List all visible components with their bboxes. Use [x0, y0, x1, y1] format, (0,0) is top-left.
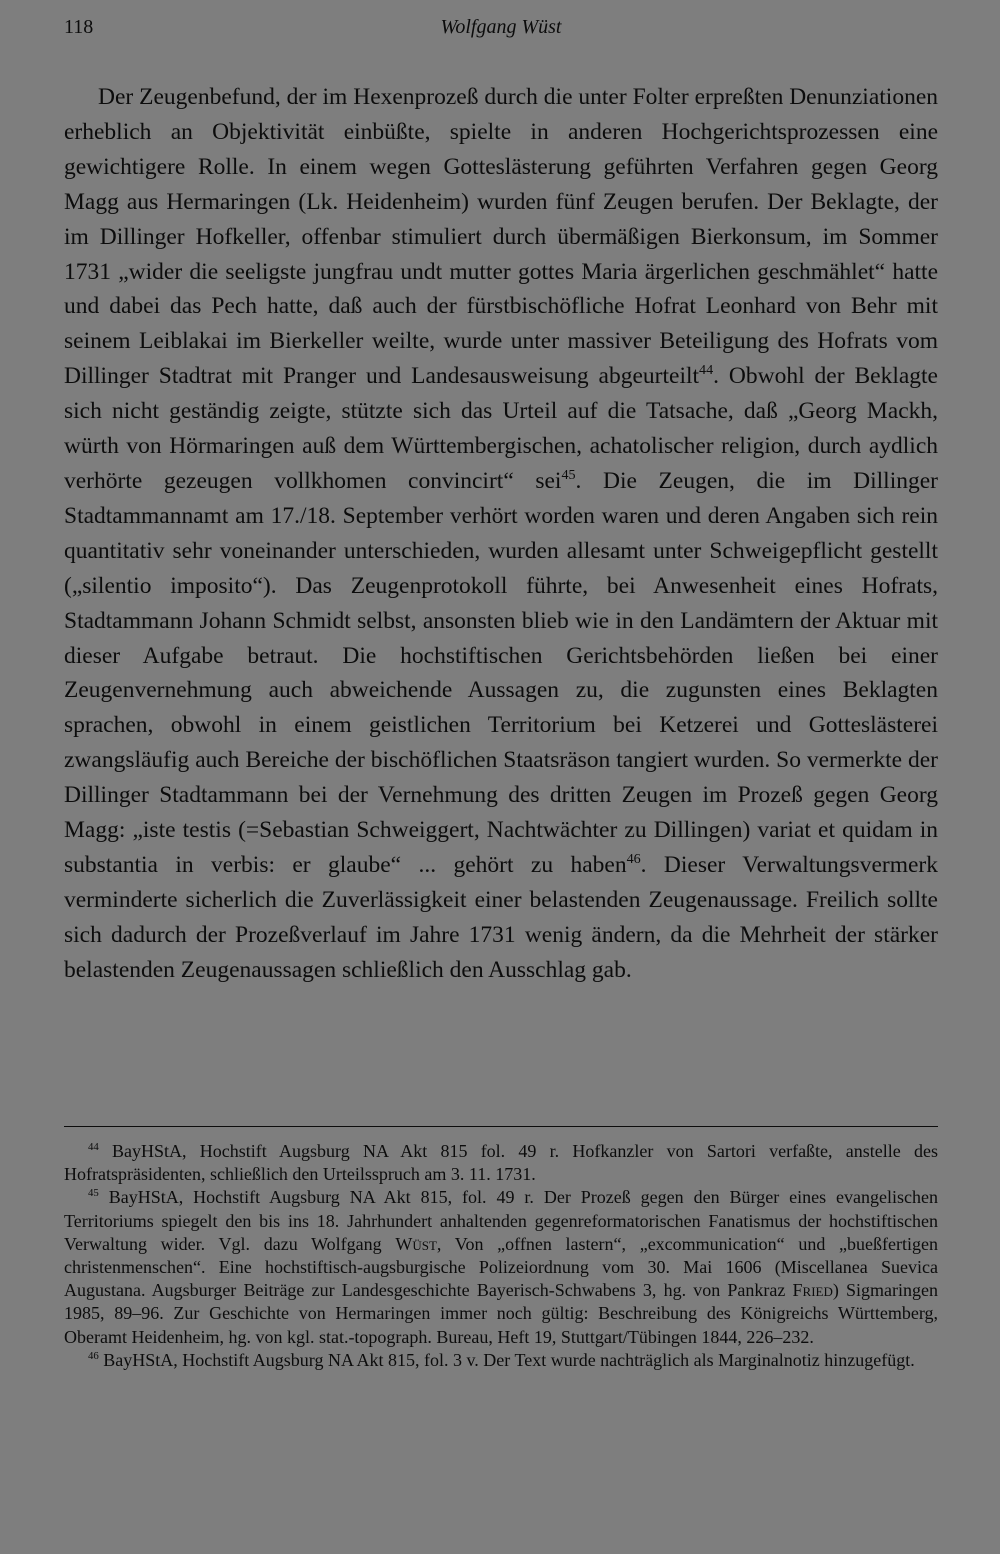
footnote-text: BayHStA, Hochstift Augsburg NA Akt 815, fol. 3 v. Der Text wurde nachträglich als Marginalnotiz hinzugefügt.: [103, 1349, 915, 1370]
page-header: [64, 16, 938, 46]
body-text-segment: Der Zeugenbefund, der im Hexenprozeß durch die unter Folter erpreßten Denunziationen erheblich an Objektivität einbüßte, spielte in anderen Hochgerichtsprozessen eine gewichtigere Rolle. In einem wegen Gotteslästerung geführten Verfahren gegen Georg Magg aus Hermaringen (Lk. Heidenheim) wurden fünf Zeugen berufen. Der Beklagte, der im Dillinger Hofkeller, offenbar stimuliert durch übermäßigen Bierkonsum, im Sommer 1731 „wider die seeligste jungfrau undt mutter gottes Maria ärgerlichen geschmählet“ hatte und dabei das Pech hatte, daß auch der fürstbischöfliche Hofrat Leonhard von Behr mit seinem Leiblakai im Bierkeller weilte, wurde unter massiver Beteiligung des Hofrats vom Dillinger Stadtrat mit Pranger und Landesausweisung abgeurteilt: [64, 84, 938, 390]
body-text-segment: . Dieser Verwaltungsvermerk verminderte sicherlich die Zuverlässigkeit einer belastenden Zeugenaussage. Freilich sollte sich dadurch der Prozeßverlauf im Jahre 1731 wenig ändern, da die Mehrheit der stärker belastenden Zeugenaussagen schließlich den Ausschlag gab.: [64, 851, 938, 983]
page-number: 118: [64, 16, 94, 38]
footnote: [64, 1140, 938, 1186]
footnote-ref: 46: [626, 851, 641, 868]
running-title: Wolfgang Wüst: [440, 16, 562, 38]
body-text-segment: . Obwohl der Beklagte sich nicht geständig zeigte, stützte sich das Urteil auf die Tatsache, daß „Georg Mackh, würth von Hörmaringen auß dem Württembergischen, achatolischer religion, durch aydlich verhörte gezeugen vollkhomen convincirt“ sei: [64, 363, 938, 494]
footnote-number: 46: [88, 1349, 99, 1362]
footnote-ref: 44: [699, 362, 714, 379]
footnote-text: , Von „offnen lastern“, „excommunication“ und „bueßfertigen christenmenschen“. Eine hochstiftisch-augsburgische Polizeiordnung vom 30. Mai 1606 (Miscellanea Suevica Augustana. Augsburger Beiträge zur Landesgeschichte Bayerisch-Schwabens 3, hg. von Pankraz: [64, 1233, 939, 1301]
footnote-number: 44: [88, 1141, 99, 1153]
footnote-number: 45: [88, 1187, 99, 1200]
footnote-text: BayHStA, Hochstift Augsburg NA Akt 815, fol. 49 r. Der Prozeß gegen den Bürger eines evangelischen Territoriums spiegelt den bis ins 18. Jahrhundert anhaltenden gegenreformatorischen Fanatismus der hochstiftischen Verwaltung wider. Vgl. dazu Wolfgang: [64, 1187, 938, 1254]
footnote-divider: [64, 1126, 938, 1127]
editor-name-smallcaps: Fried: [792, 1280, 833, 1301]
body-text-segment: . Die Zeugen, die im Dillinger Stadtammannamt am 17./18. September verhört worden waren und deren Angaben sich rein quantitativ sehr voneinander unterschieden, wurden allesamt unter Schweigepflicht gestellt („silentio imposito“). Das Zeugenprotokoll führte, bei Anwesenheit eines Hofrats, Stadtammann Johann Schmidt selbst, ansonsten blieb wie in den Landämtern der Aktuar mit dieser Aufgabe betraut. Die hochstiftischen Gerichtsbehörden ließen bei einer Zeugenvernehmung auch abweichende Aussagen zu, die zugunsten eines Beklagten sprachen, obwohl in einem geistlichen Territorium bei Ketzerei und Gotteslästerei zwangsläufig auch Bereiche der bischöflichen Staatsräson tangiert wurden. So vermerkte der Dillinger Stadtammann bei der Vernehmung des dritten Zeugen im Prozeß gegen Georg Magg: „iste testis (=Sebastian Schweiggert, Nachtwächter zu Dillingen) variat et quidam in substantia in verbis: er glaube“ ... gehört zu haben: [64, 467, 938, 878]
author-name-smallcaps: Wüst: [395, 1233, 437, 1254]
footnotes: [64, 1140, 938, 1372]
main-body-text: [64, 80, 938, 988]
footnote: [64, 1186, 938, 1348]
footnote-text: BayHStA, Hochstift Augsburg NA Akt 815 fol. 49 r. Hofkanzler von Sartori verfaßte, anstelle des Hofratspräsidenten, schließlich den Urteilsspruch am 3. 11. 1731.: [64, 1141, 939, 1185]
footnote: [64, 1349, 938, 1372]
footnote-ref: 45: [561, 467, 576, 484]
footnote-text: ) Sigmaringen 1985, 89–96. Zur Geschichte von Hermaringen immer noch gültig: Beschreibung des Königreichs Württemberg, Oberamt Heidenheim, hg. von kgl. stat.-topograph. Bureau, Heft 19, Stuttgart/Tübingen 1844, 226–232.: [64, 1280, 938, 1347]
body-paragraph: [64, 80, 938, 988]
